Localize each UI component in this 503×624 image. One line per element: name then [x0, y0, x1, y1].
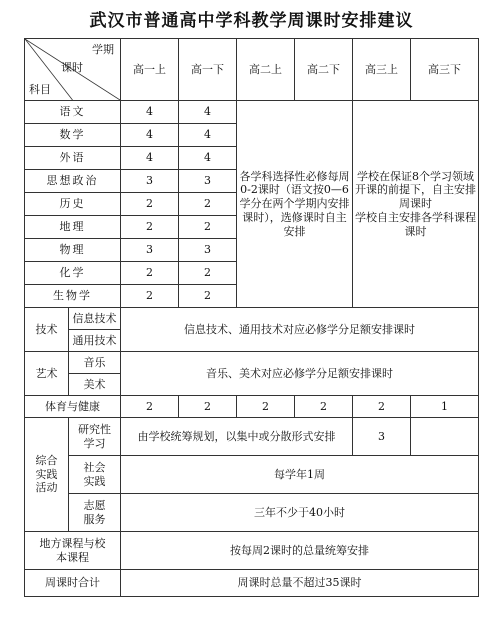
table-row: [25, 101, 479, 124]
tech-text: 信息技术、通用技术对应必修学分足额安排课时: [121, 308, 479, 352]
table-row: [25, 456, 479, 494]
pe-name: 体育与健康: [25, 396, 121, 418]
tech-label: 技术: [25, 308, 69, 352]
subject-name: 思想政治: [25, 170, 121, 193]
subject-name: 生物学: [25, 285, 121, 308]
subject-name: 数学: [25, 124, 121, 147]
hours-cell: 2: [179, 262, 237, 285]
art-label: 艺术: [25, 352, 69, 396]
subject-name: 语文: [25, 101, 121, 124]
hours-cell: 2: [121, 216, 179, 239]
practice-social-text: 每学年1周: [121, 456, 479, 494]
practice-label: 综合实践活动: [25, 418, 69, 532]
corner-term-label: 学期: [92, 43, 114, 56]
table-row: [25, 494, 479, 532]
hours-cell: 4: [121, 147, 179, 170]
corner-subject-label: 科目: [29, 83, 51, 97]
total-text: 周课时总量不超过35课时: [121, 570, 479, 597]
subject-name: 历史: [25, 193, 121, 216]
hours-cell: 2: [179, 285, 237, 308]
term-header: 高三下: [411, 39, 479, 101]
hours-cell: 4: [121, 124, 179, 147]
hours-cell: 2: [295, 396, 353, 418]
hours-cell: 2: [121, 396, 179, 418]
corner-cell: [25, 39, 121, 101]
schedule-table: [24, 38, 479, 597]
hours-cell: 3: [179, 170, 237, 193]
hours-cell: 2: [353, 396, 411, 418]
hours-cell: 3: [121, 170, 179, 193]
term-header: 高二下: [295, 39, 353, 101]
table-row: [25, 308, 479, 330]
term-header: 高一下: [179, 39, 237, 101]
tech-sub-label: 通用技术: [69, 330, 121, 352]
hours-cell: 2: [121, 193, 179, 216]
subject-name: 外语: [25, 147, 121, 170]
corner-hours-label: 课时: [61, 61, 83, 74]
practice-sub-label: 志愿服务: [69, 494, 121, 532]
hours-cell: 2: [179, 193, 237, 216]
hours-cell: 2: [179, 396, 237, 418]
empty-cell: [411, 418, 479, 456]
subject-name: 物理: [25, 239, 121, 262]
hours-cell: 3: [179, 239, 237, 262]
hours-cell: 2: [121, 262, 179, 285]
hours-cell: 3: [121, 239, 179, 262]
art-sub-label: 音乐: [69, 352, 121, 374]
table-row: [25, 532, 479, 570]
grade2-note: 各学科选择性必修每周0-2课时（语文按0—6学分在两个学期内安排课时），选修课时自主安排: [237, 101, 353, 308]
total-name: 周课时合计: [25, 570, 121, 597]
term-header: 高二上: [237, 39, 295, 101]
hours-cell: 2: [179, 216, 237, 239]
local-text: 按每周2课时的总量统筹安排: [121, 532, 479, 570]
table-row: [25, 418, 479, 456]
art-sub-label: 美术: [69, 374, 121, 396]
hours-cell: 4: [179, 147, 237, 170]
practice-sub-label: 研究性学习: [69, 418, 121, 456]
hours-cell: 4: [121, 101, 179, 124]
header-row: [25, 39, 479, 101]
practice-sub-label: 社会实践: [69, 456, 121, 494]
subject-name: 化学: [25, 262, 121, 285]
art-text: 音乐、美术对应必修学分足额安排课时: [121, 352, 479, 396]
hours-cell: 4: [179, 101, 237, 124]
tech-sub-label: 信息技术: [69, 308, 121, 330]
practice-research-text: 由学校统筹规划，以集中或分散形式安排: [121, 418, 353, 456]
term-header: 高三上: [353, 39, 411, 101]
hours-cell: 2: [121, 285, 179, 308]
page-title: 武汉市普通高中学科教学周课时安排建议: [89, 11, 414, 31]
grade3-note: 学校在保证8个学习领域开课的前提下，自主安排周课时 学校自主安排各学科课程课时: [353, 101, 479, 308]
table-row: [25, 570, 479, 597]
table-row: [25, 352, 479, 374]
hours-cell: 4: [179, 124, 237, 147]
hours-cell: 3: [353, 418, 411, 456]
hours-cell: 1: [411, 396, 479, 418]
term-header: 高一上: [121, 39, 179, 101]
subject-name: 地理: [25, 216, 121, 239]
table-row: [25, 396, 479, 418]
local-name: 地方课程与校本课程: [25, 532, 121, 570]
hours-cell: 2: [237, 396, 295, 418]
practice-volunteer-text: 三年不少于40小时: [121, 494, 479, 532]
